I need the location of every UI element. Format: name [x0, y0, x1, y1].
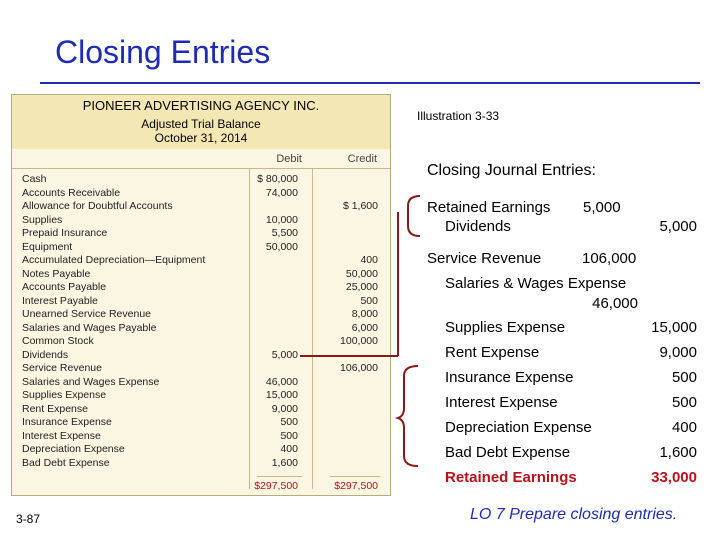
learning-objective: LO 7 Prepare closing entries. — [470, 506, 678, 523]
tb-debit-value: 5,000 — [271, 348, 298, 361]
tb-account-name: Insurance Expense — [22, 416, 112, 428]
report-subtitle: Adjusted Trial Balance — [141, 117, 261, 131]
tb-account-name: Salaries and Wages Expense — [22, 375, 160, 388]
credit-account-depreciation: Depreciation Expense — [445, 419, 592, 436]
entry1-debit-amount: 5,000 — [583, 199, 621, 216]
tb-account-name: Service Revenue — [22, 362, 102, 374]
tb-account-name: Unearned Service Revenue — [22, 308, 151, 320]
entry2-debit-amount: 106,000 — [582, 250, 637, 267]
entry1-credit-account: Dividends — [445, 218, 511, 235]
tb-debit-value: 50,000 — [265, 240, 298, 253]
credit-account-bad-debt: Bad Debt Expense — [445, 444, 571, 461]
tb-debit-value: 9,000 — [271, 402, 298, 415]
tb-debit-value: 500 — [280, 416, 298, 428]
credit-amount-depreciation: 400 — [671, 419, 697, 436]
tb-credit-value: $ 1,600 — [342, 200, 378, 212]
credit-amount-retained-earnings: 33,000 — [651, 469, 697, 486]
credit-account-rent: Rent Expense — [445, 344, 540, 361]
tb-account-name: Interest Payable — [22, 294, 98, 307]
credit-amount-interest: 500 — [671, 394, 697, 411]
entry1-credit-amount: 5,000 — [659, 218, 697, 235]
tb-credit-value: 100,000 — [340, 335, 378, 347]
tb-debit-value: 74,000 — [265, 186, 298, 199]
illustration-label: Illustration 3-33 — [417, 109, 500, 123]
tb-account-name: Allowance for Doubtful Accounts — [22, 200, 173, 212]
entry1-brace — [408, 196, 420, 236]
tb-debit-value: 15,000 — [265, 389, 298, 401]
tb-debit-value: 46,000 — [265, 375, 298, 388]
tb-account-name: Rent Expense — [22, 402, 88, 415]
tb-total-credit: $297,500 — [334, 480, 378, 492]
tb-account-name: Bad Debt Expense — [22, 456, 110, 469]
tb-account-name: Depreciation Expense — [22, 443, 125, 455]
tb-account-name: Salaries and Wages Payable — [22, 321, 157, 334]
expense-brace — [398, 366, 418, 466]
tb-account-name: Interest Expense — [22, 429, 101, 442]
tb-debit-value: 400 — [280, 443, 298, 455]
tb-credit-value: 106,000 — [340, 362, 378, 374]
tb-account-name: Accounts Receivable — [22, 186, 121, 199]
credit-account-interest: Interest Expense — [445, 394, 558, 411]
tb-credit-value: 50,000 — [345, 267, 378, 280]
tb-account-name: Cash — [22, 173, 47, 185]
journal-heading: Closing Journal Entries: — [427, 162, 596, 179]
tb-debit-value: 500 — [280, 429, 298, 442]
entry2-debit-account: Service Revenue — [427, 250, 542, 267]
tb-debit-value: 5,500 — [271, 227, 298, 239]
tb-credit-value: 8,000 — [351, 308, 378, 320]
credit-account-salaries: Salaries & Wages Expense — [445, 275, 627, 292]
tb-debit-value: 1,600 — [271, 456, 298, 469]
tb-debit-value: $ 80,000 — [257, 173, 298, 185]
tb-account-name: Dividends — [22, 348, 69, 361]
report-date: October 31, 2014 — [154, 131, 248, 145]
credit-amount-salaries: 46,000 — [592, 295, 638, 312]
credit-amount-insurance: 500 — [671, 369, 697, 386]
tb-credit-value: 6,000 — [351, 321, 378, 334]
tb-debit-value: 10,000 — [265, 213, 298, 226]
credit-amount-supplies: 15,000 — [651, 319, 697, 336]
slide-title: Closing Entries — [55, 34, 271, 70]
slide-number: 3-87 — [16, 512, 41, 526]
credit-account-insurance: Insurance Expense — [445, 369, 574, 386]
tb-account-name: Accounts Payable — [22, 281, 107, 293]
company-name: PIONEER ADVERTISING AGENCY INC. — [82, 98, 320, 113]
tb-account-name: Accumulated Depreciation—Equipment — [22, 254, 206, 266]
tb-account-name: Common Stock — [22, 335, 94, 347]
tb-account-name: Supplies Expense — [22, 389, 107, 401]
credit-amount-bad-debt: 1,600 — [659, 444, 697, 461]
tb-total-debit: $297,500 — [254, 480, 298, 492]
tb-account-name: Supplies — [22, 213, 63, 226]
debit-column-header: Debit — [276, 153, 302, 165]
tb-credit-value: 400 — [360, 254, 378, 266]
tb-account-name: Notes Payable — [22, 267, 91, 280]
tb-account-name: Equipment — [22, 240, 73, 253]
entry1-debit-account: Retained Earnings — [427, 199, 551, 216]
credit-account-retained-earnings: Retained Earnings — [445, 469, 577, 486]
credit-account-supplies: Supplies Expense — [445, 319, 566, 336]
tb-credit-value: 25,000 — [345, 281, 378, 293]
tb-account-name: Prepaid Insurance — [22, 227, 108, 239]
credit-column-header: Credit — [347, 153, 377, 165]
credit-amount-rent: 9,000 — [659, 344, 697, 361]
tb-credit-value: 500 — [360, 294, 378, 307]
